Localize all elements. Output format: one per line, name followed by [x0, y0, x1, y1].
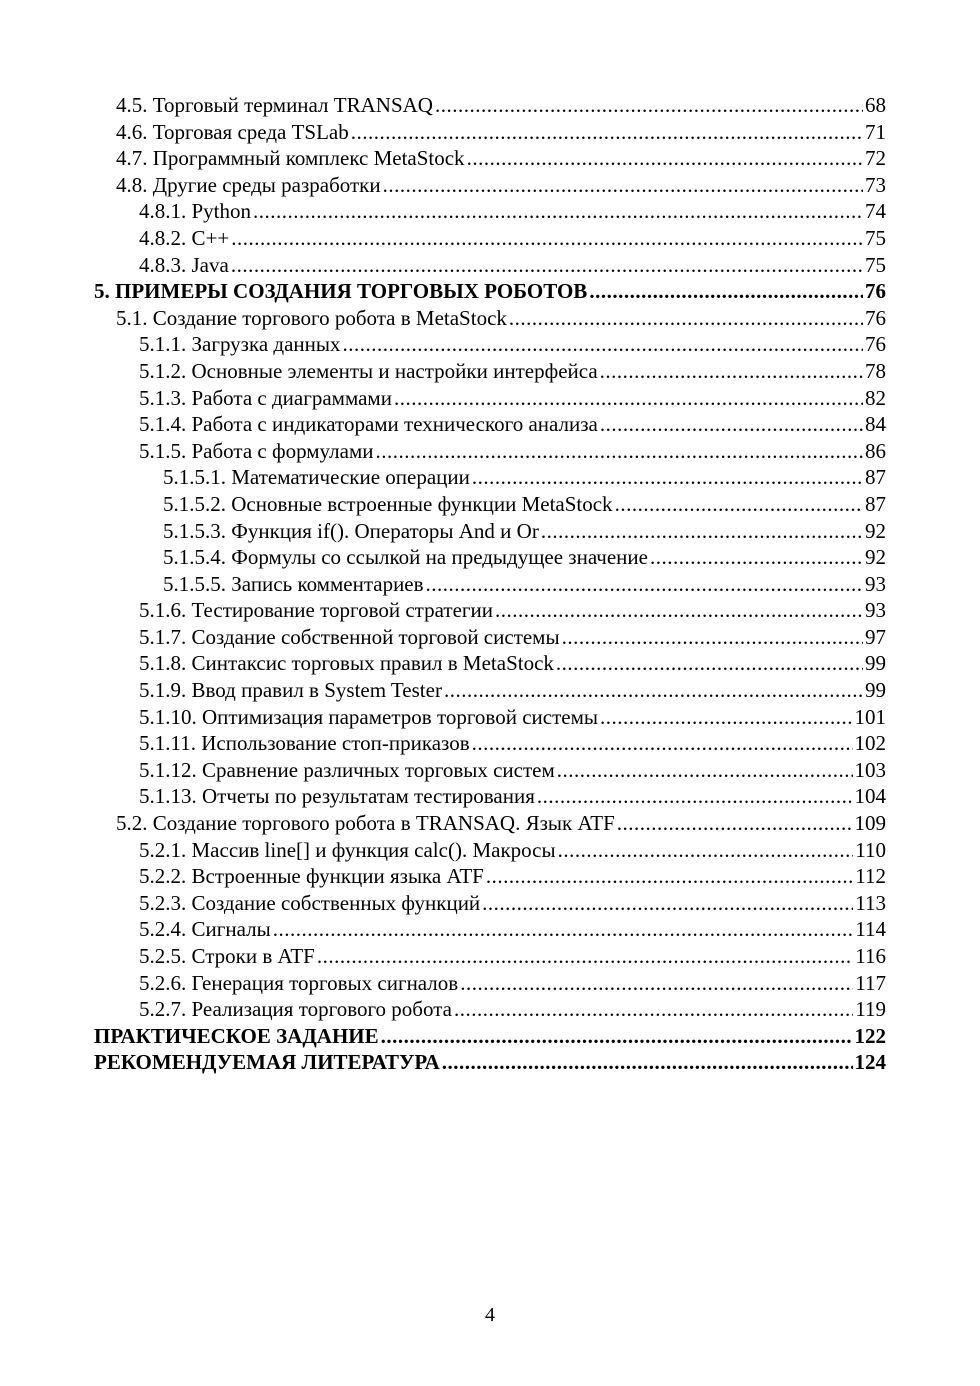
toc-entry-page: 76	[865, 279, 886, 304]
toc-leader-dots	[444, 677, 863, 704]
toc-entry	[94, 1049, 886, 1076]
toc-entry-title: 4.8.1. Python	[139, 199, 252, 224]
toc-entry	[94, 704, 886, 731]
toc-entry-title: 5.1.5.3. Функция if(). Операторы And и Or	[163, 518, 539, 543]
toc-entry-page: 92	[865, 545, 886, 570]
toc-entry-page: 92	[865, 518, 886, 543]
toc-leader-dots	[482, 890, 853, 917]
toc-entry-title: 5.1.5. Работа с формулами	[139, 438, 374, 463]
toc-entry-page: 110	[855, 837, 886, 862]
toc-entry-title: 4.8.3. Java	[139, 252, 229, 277]
toc-entry	[94, 358, 886, 385]
toc-entry	[94, 650, 886, 677]
toc-entry-page: 78	[865, 358, 886, 383]
toc-leader-dots	[472, 730, 853, 757]
toc-entry	[94, 438, 886, 465]
toc-entry	[94, 863, 886, 890]
toc-entry	[94, 996, 886, 1023]
toc-leader-dots	[495, 597, 863, 624]
toc-entry-page: 97	[865, 624, 886, 649]
toc-entry-title: 5.1.3. Работа с диаграммами	[139, 385, 392, 410]
toc-entry	[94, 305, 886, 332]
toc-leader-dots	[467, 145, 863, 172]
toc-entry-page: 82	[865, 385, 886, 410]
toc-entry-page: 75	[865, 225, 886, 250]
toc-entry	[94, 225, 886, 252]
toc-entry-title: 5.1.5.4. Формулы со ссылкой на предыдущее значение	[163, 545, 648, 570]
toc-entry-page: 117	[855, 970, 886, 995]
toc-entry-title: 5.1.1. Загрузка данных	[139, 332, 341, 357]
toc-leader-dots	[486, 863, 853, 890]
toc-entry-title: РЕКОМЕНДУЕМАЯ ЛИТЕРАТУРА	[94, 1050, 440, 1075]
toc-entry-title: 5.2.6. Генерация торговых сигналов	[139, 970, 459, 995]
toc-leader-dots	[537, 783, 853, 810]
toc-entry-title: 4.7. Программный комплекс MetaStock	[116, 146, 465, 171]
toc-entry-page: 72	[865, 146, 886, 171]
toc-entry-title: 4.8.2. C++	[139, 225, 230, 250]
toc-entry-page: 116	[855, 944, 886, 968]
toc-leader-dots	[273, 916, 854, 943]
toc-leader-dots	[231, 252, 863, 279]
toc-entry	[94, 411, 886, 438]
toc-entry-page: 102	[854, 731, 886, 756]
toc-entry-title: 4.6. Торговая среда TSLab	[116, 119, 349, 144]
toc-entry-page: 101	[854, 704, 886, 729]
toc-entry	[94, 331, 886, 358]
toc-entry-page: 99	[865, 651, 886, 676]
toc-entry	[94, 198, 886, 225]
toc-entry-page: 84	[865, 412, 886, 437]
toc-entry-page: 73	[865, 172, 886, 197]
toc-entry	[94, 571, 886, 598]
toc-entry-page: 124	[854, 1050, 886, 1075]
toc-entry	[94, 544, 886, 571]
toc-entry-page: 113	[855, 890, 886, 915]
toc-entry	[94, 1023, 886, 1050]
toc-entry-page: 71	[865, 119, 886, 144]
toc-entry	[94, 518, 886, 545]
toc-leader-dots	[442, 1049, 853, 1076]
toc-leader-dots	[558, 837, 854, 864]
toc-entry	[94, 730, 886, 757]
toc-leader-dots	[343, 331, 863, 358]
toc-entry-page: 93	[865, 571, 886, 596]
toc-entry	[94, 119, 886, 146]
toc-leader-dots	[600, 704, 853, 731]
toc-entry-title: 5.1.11. Использование стоп-приказов	[139, 731, 470, 756]
toc-entry	[94, 92, 886, 119]
toc-entry	[94, 464, 886, 491]
toc-entry-page: 109	[854, 811, 886, 836]
toc-entry-page: 93	[865, 598, 886, 623]
toc-leader-dots	[351, 119, 863, 146]
toc-entry-page: 86	[865, 438, 886, 463]
toc-entry	[94, 970, 886, 997]
toc-leader-dots	[600, 358, 863, 385]
toc-leader-dots	[383, 172, 863, 199]
toc-entry	[94, 943, 886, 970]
toc-leader-dots	[231, 225, 863, 252]
toc-leader-dots	[454, 996, 853, 1023]
toc-entry-page: 76	[865, 305, 886, 330]
toc-entry	[94, 252, 886, 279]
toc-leader-dots	[460, 970, 853, 997]
toc-entry-title: 5.1.8. Синтаксис торговых правил в MetaStock	[139, 651, 554, 676]
toc-entry	[94, 757, 886, 784]
toc-entry	[94, 491, 886, 518]
toc-leader-dots	[317, 943, 853, 970]
toc-entry	[94, 172, 886, 199]
toc-entry	[94, 597, 886, 624]
toc-entry-title: 5.2.7. Реализация торгового робота	[139, 997, 452, 1022]
toc-leader-dots	[557, 757, 853, 784]
toc-entry-page: 103	[854, 757, 886, 782]
toc-entry-title: 5.2.4. Сигналы	[139, 917, 271, 942]
toc-leader-dots	[650, 544, 863, 571]
toc-entry-page: 119	[855, 997, 886, 1022]
toc-entry	[94, 385, 886, 412]
toc-entry-title: 5.1.12. Сравнение различных торговых систем	[139, 757, 555, 782]
toc-entry-title: 5.1.5.2. Основные встроенные функции MetaStock	[163, 491, 613, 516]
toc-leader-dots	[435, 92, 863, 119]
toc-entry-page: 76	[865, 332, 886, 357]
toc-entry-title: 5.1.2. Основные элементы и настройки интерфейса	[139, 358, 598, 383]
toc-leader-dots	[375, 438, 863, 465]
toc-leader-dots	[615, 491, 863, 518]
toc-leader-dots	[589, 278, 863, 305]
toc-leader-dots	[394, 385, 863, 412]
toc-entry-page: 122	[854, 1023, 886, 1048]
toc-entry-title: 5.1.5.5. Запись комментариев	[163, 571, 424, 596]
toc-leader-dots	[541, 518, 863, 545]
toc-entry	[94, 624, 886, 651]
page-number: 4	[485, 1304, 495, 1326]
table-of-contents	[94, 92, 886, 1076]
toc-leader-dots	[381, 1023, 853, 1050]
toc-entry-title: 5. ПРИМЕРЫ СОЗДАНИЯ ТОРГОВЫХ РОБОТОВ	[94, 279, 588, 304]
toc-entry-title: 5.2.5. Строки в ATF	[139, 944, 315, 968]
toc-entry-title: 4.5. Торговый терминал TRANSAQ	[116, 93, 433, 117]
toc-entry-title: 4.8. Другие среды разработки	[116, 172, 381, 197]
toc-leader-dots	[472, 464, 863, 491]
toc-entry-page: 87	[865, 465, 886, 490]
toc-entry-title: 5.1.6. Тестирование торговой стратегии	[139, 598, 493, 623]
toc-entry-page: 112	[855, 864, 886, 889]
toc-leader-dots	[556, 650, 863, 677]
toc-entry	[94, 916, 886, 943]
toc-entry-page: 74	[865, 199, 886, 224]
toc-entry-title: 5.2.1. Массив line[] и функция calc(). Макросы	[139, 837, 556, 862]
toc-entry-title: 5.2. Создание торгового робота в TRANSAQ. Язык ATF	[116, 811, 615, 836]
toc-leader-dots	[600, 411, 863, 438]
toc-entry-page: 75	[865, 252, 886, 277]
toc-entry	[94, 890, 886, 917]
toc-leader-dots	[509, 305, 863, 332]
toc-entry-title: 5.2.3. Создание собственных функций	[139, 890, 481, 915]
toc-entry	[94, 837, 886, 864]
toc-entry-page: 99	[865, 678, 886, 703]
toc-entry-page: 104	[854, 784, 886, 809]
toc-entry	[94, 278, 886, 305]
toc-entry	[94, 677, 886, 704]
toc-entry-title: 5.1.13. Отчеты по результатам тестирования	[139, 784, 535, 809]
toc-entry	[94, 783, 886, 810]
toc-entry-title: 5.1.5.1. Математические операции	[163, 465, 470, 490]
toc-entry-page: 114	[855, 917, 886, 942]
toc-leader-dots	[253, 198, 863, 225]
toc-entry	[94, 810, 886, 837]
toc-entry-title: 5.1. Создание торгового робота в MetaStock	[116, 305, 507, 330]
toc-entry	[94, 145, 886, 172]
toc-leader-dots	[562, 624, 863, 651]
toc-entry-page: 87	[865, 491, 886, 516]
toc-entry-title: 5.1.7. Создание собственной торговой системы	[139, 624, 560, 649]
toc-entry-title: 5.2.2. Встроенные функции языка ATF	[139, 864, 484, 889]
toc-entry-title: ПРАКТИЧЕСКОЕ ЗАДАНИЕ	[94, 1023, 379, 1048]
toc-entry-page: 68	[865, 93, 886, 117]
toc-entry-title: 5.1.4. Работа с индикаторами технического анализа	[139, 412, 598, 437]
toc-entry-title: 5.1.10. Оптимизация параметров торговой системы	[139, 704, 598, 729]
toc-leader-dots	[617, 810, 853, 837]
toc-entry-title: 5.1.9. Ввод правил в System Tester	[139, 678, 442, 703]
toc-leader-dots	[426, 571, 863, 598]
